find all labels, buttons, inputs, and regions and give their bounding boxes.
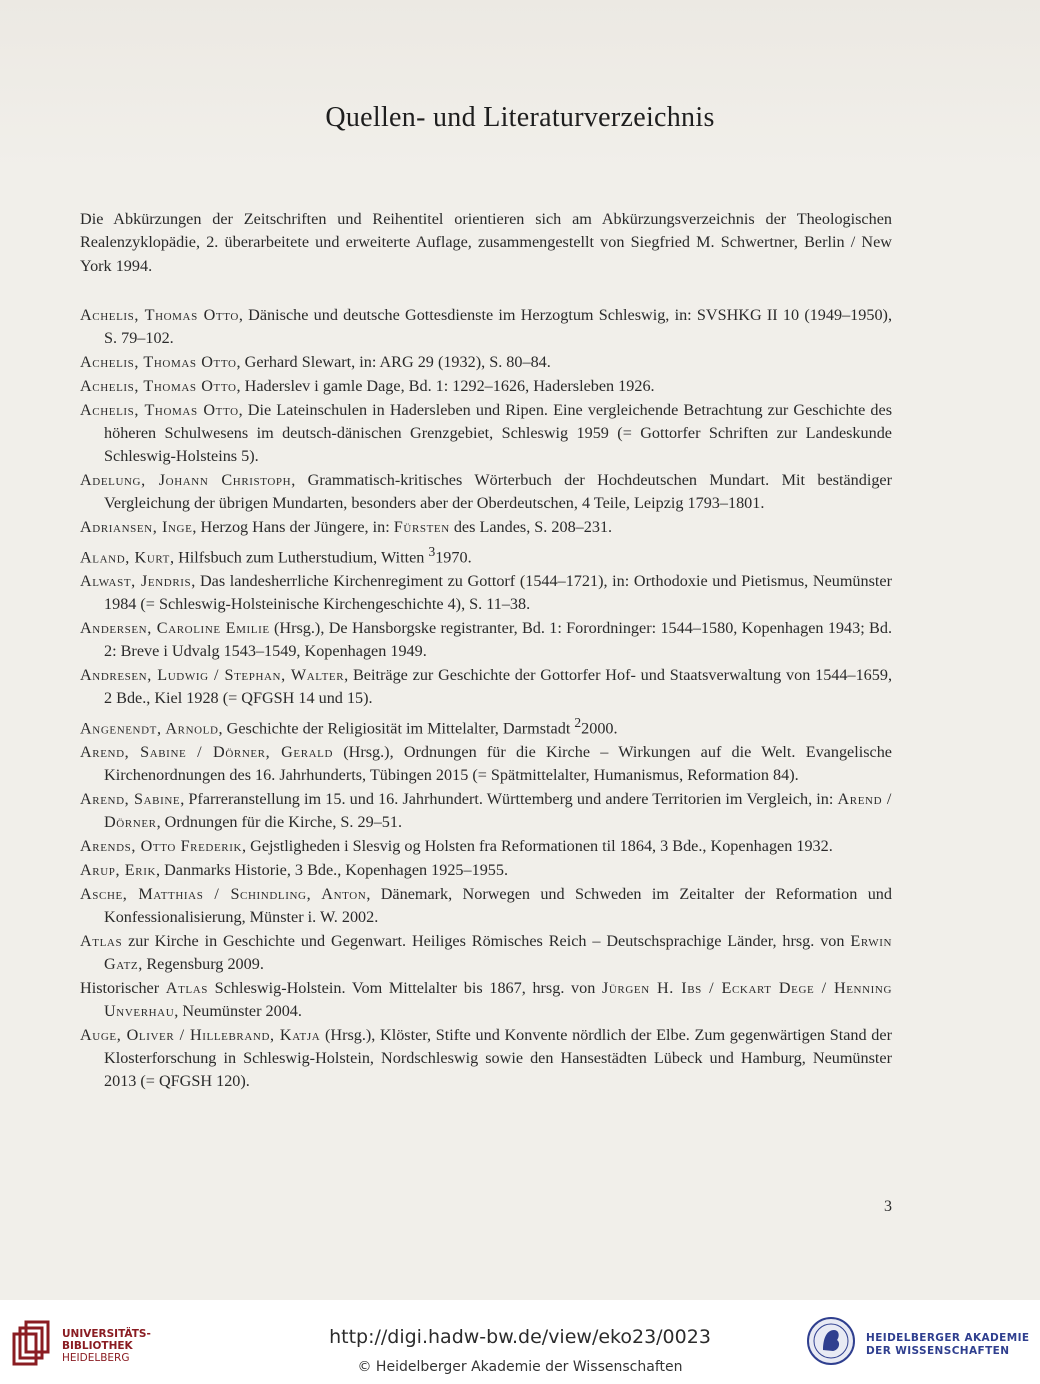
entry-author: Arup, Erik bbox=[80, 860, 157, 879]
academy-line-1: HEIDELBERGER AKADEMIE bbox=[866, 1332, 1030, 1344]
entry-author: Asche, Matthias / Schindling, Anton bbox=[80, 884, 367, 903]
entry-text: , Dänemark, Norwegen und Schweden im Zeitalter der Reformation und Konfessionalisierung, Münster i. W. 2002. bbox=[104, 884, 892, 926]
entry-text: , Geschichte der Religiosität im Mittelalter, Darmstadt bbox=[218, 719, 575, 738]
entry-author: Arend, Sabine / Dörner, Gerald bbox=[80, 742, 334, 761]
library-line-3: HEIDELBERG bbox=[62, 1352, 130, 1364]
bibliography-entry bbox=[80, 711, 892, 741]
entry-text: (Hrsg.), Klöster, Stifte und Konvente nördlich der Elbe. Zum gegenwärtigen Stand der Klosterforschung in Schleswig-Holstein, Nordschleswig sowie den Hansestädten Lübeck und Hamburg, Neumünster 2013 (= QFGSH 120). bbox=[104, 1025, 892, 1090]
entry-text: (Hrsg.), Ordnungen für die Kirche – Wirkungen auf die Welt. Evangelische Kirchenordnungen des 16. Jahrhunderts, Tübingen 2015 (= Spätmittelalter, Humanismus, Reformation 84). bbox=[104, 742, 892, 785]
entry-text-tail: , Regensburg 2009. bbox=[138, 954, 264, 973]
entry-author: Auge, Oliver / Hillebrand, Katja bbox=[80, 1025, 321, 1044]
bibliography-entry bbox=[80, 930, 892, 976]
intro-paragraph: Die Abkürzungen der Zeitschriften und Reihentitel orientieren sich am Abkürzungsverzeichnis der Theologischen Realenzyklopädie, 2. überarbeitete und erweiterte Auflage, zusammengestellt von Siegfried M. Schwertner, Berlin / New York 1994. bbox=[80, 210, 892, 275]
entry-text: , Herzog Hans der Jüngere, in: bbox=[192, 517, 394, 536]
bibliography-entry bbox=[80, 741, 892, 787]
entry-author: Aland, Kurt bbox=[80, 547, 170, 566]
bibliography-entry bbox=[80, 977, 892, 1023]
bibliography-entry bbox=[80, 516, 892, 539]
entry-text: , Gerhard Slewart, in: ARG 29 (1932), S. 80–84. bbox=[236, 353, 551, 371]
bibliography-entry bbox=[80, 304, 892, 350]
entry-text: , Gejstligheden i Slesvig og Holsten fra Reformationen til 1864, 3 Bde., Kopenhagen 1932. bbox=[242, 836, 833, 855]
entry-text: , Danmarks Historie, 3 Bde., Kopenhagen 1925–1955. bbox=[156, 860, 509, 879]
entry-text: (Hrsg.), De Hansborgske registranter, Bd. 1: Forordninger: 1544–1580, Kopenhagen 1943; Bd. 2: Breve i Udvalg 1543–1549, Kopenhagen 1949. bbox=[104, 618, 892, 660]
bibliography-entry bbox=[80, 1024, 892, 1094]
entry-text: , Pfarreranstellung im 15. und 16. Jahrhundert. Württemberg und andere Territorien im Vergleich, in: bbox=[180, 789, 838, 808]
entry-text: , Hilfsbuch zum Lutherstudium, Witten bbox=[169, 547, 429, 566]
entry-author: Andresen, Ludwig / Stephan, Walter bbox=[80, 665, 345, 684]
entry-author: Achelis, Thomas Otto bbox=[80, 400, 239, 419]
entry-text: zur Kirche in Geschichte und Gegenwart. Heiliges Römisches Reich – Deutschsprachige Länder, hrsg. von bbox=[122, 931, 851, 950]
document-url-link[interactable]: http://digi.hadw-bw.de/view/eko23/0023 bbox=[329, 1326, 711, 1348]
academy-seal-icon[interactable] bbox=[806, 1316, 856, 1366]
bibliography-entry bbox=[80, 664, 892, 710]
bibliography-entry bbox=[80, 375, 892, 398]
bibliography-entry bbox=[80, 788, 892, 834]
entry-name: Jürgen H. Ibs / Eckart Dege / Henning Unverhau bbox=[104, 978, 892, 1020]
entry-author: Achelis, Thomas Otto bbox=[80, 306, 239, 324]
entry-text: , Die Lateinschulen in Hadersleben und Ripen. Eine vergleichende Betrachtung zur Geschichte des höheren Schulwesens im deutsch-dänischen Grenzgebiet, Schleswig 1959 (= Gottorfer Schriften zur Landeskunde Schleswig-Holsteins 5). bbox=[104, 400, 893, 465]
entry-edition: 3 bbox=[428, 543, 436, 559]
entry-text: , Haderslev i gamle Dage, Bd. 1: 1292–1626, Hadersleben 1926. bbox=[236, 376, 655, 395]
entry-text: , Dänische und deutsche Gottesdienste im Herzogtum Schleswig, in: SVSHKG II 10 (1949–1950), S. 79–102. bbox=[104, 306, 892, 348]
entry-author: Angenendt, Arnold bbox=[80, 719, 219, 738]
library-line-1: UNIVERSITÄTS- bbox=[62, 1328, 151, 1340]
entry-author: Alwast, Jendris bbox=[80, 571, 192, 590]
entry-text-tail: 1970. bbox=[435, 547, 472, 566]
entry-text: , Grammatisch-kritisches Wörterbuch der Hochdeutschen Mundart. Mit beständiger Vergleichung der übrigen Mundarten, besonders aber der Oberdeutschen, 4 Teile, Leipzig 1793–1801. bbox=[104, 470, 893, 512]
page-number: 3 bbox=[884, 1198, 892, 1215]
entry-text: Schleswig-Holstein. Vom Mittelalter bis 1867, hrsg. von bbox=[208, 978, 602, 997]
entry-author: Atlas bbox=[80, 931, 123, 950]
entry-text-tail: des Landes, S. 208–231. bbox=[449, 517, 613, 536]
entry-author: Arends, Otto Frederik bbox=[80, 836, 243, 855]
entry-author: Achelis, Thomas Otto bbox=[80, 353, 237, 371]
academy-line-2: DER WISSENSCHAFTEN bbox=[866, 1345, 1010, 1357]
entry-prefix: Historischer bbox=[80, 978, 166, 997]
bibliography-entry bbox=[80, 540, 892, 570]
bibliography-entry bbox=[80, 883, 892, 929]
bibliography-entry bbox=[80, 617, 892, 663]
entry-author: Adriansen, Inge bbox=[80, 517, 193, 536]
entry-author: Arend, Sabine bbox=[80, 789, 181, 808]
library-line-2: BIBLIOTHEK bbox=[62, 1340, 133, 1352]
entry-author: Achelis, Thomas Otto bbox=[80, 376, 237, 395]
entry-author: Andersen, Caroline Emilie bbox=[80, 618, 270, 637]
bibliography-entry bbox=[80, 570, 892, 616]
bleed-through-area bbox=[0, 0, 1040, 170]
bibliography-entry bbox=[80, 859, 892, 882]
entry-text-tail: , Ordnungen für die Kirche, S. 29–51. bbox=[156, 813, 403, 832]
entry-name: Erwin Gatz bbox=[104, 931, 892, 973]
page-title: Quellen- und Literaturverzeichnis bbox=[325, 102, 715, 133]
academy-name[interactable] bbox=[866, 1332, 1029, 1358]
bibliography-list bbox=[80, 304, 892, 1094]
bibliography-entry bbox=[80, 469, 892, 515]
entry-text: , Das landesherrliche Kirchenregiment zu Gottorf (1544–1721), in: Orthodoxie und Pietismus, Neumünster 1984 (= Schleswig-Holsteinische Kirchengeschichte 4), S. 11–38. bbox=[104, 571, 892, 613]
entry-author: Atlas bbox=[165, 978, 208, 997]
bibliography-entry bbox=[80, 835, 892, 858]
bibliography-entry bbox=[80, 399, 892, 469]
entry-text: , Beiträge zur Geschichte der Gottorfer Hof- und Staatsverwaltung von 1544–1659, 2 Bde., Kiel 1928 (= QFGSH 14 und 15). bbox=[104, 665, 892, 707]
entry-author: Adelung, Johann Christoph bbox=[80, 470, 292, 489]
copyright-notice: © Heidelberger Akademie der Wissenschaften bbox=[357, 1359, 683, 1375]
bibliography-entry bbox=[80, 351, 892, 374]
entry-text-tail: , Neumünster 2004. bbox=[174, 1001, 302, 1020]
entry-name: Fürsten bbox=[393, 517, 450, 536]
entry-text-tail: 2000. bbox=[581, 719, 618, 738]
entry-edition: 2 bbox=[574, 714, 582, 730]
entry-name: Arend / Dörner bbox=[104, 789, 892, 832]
